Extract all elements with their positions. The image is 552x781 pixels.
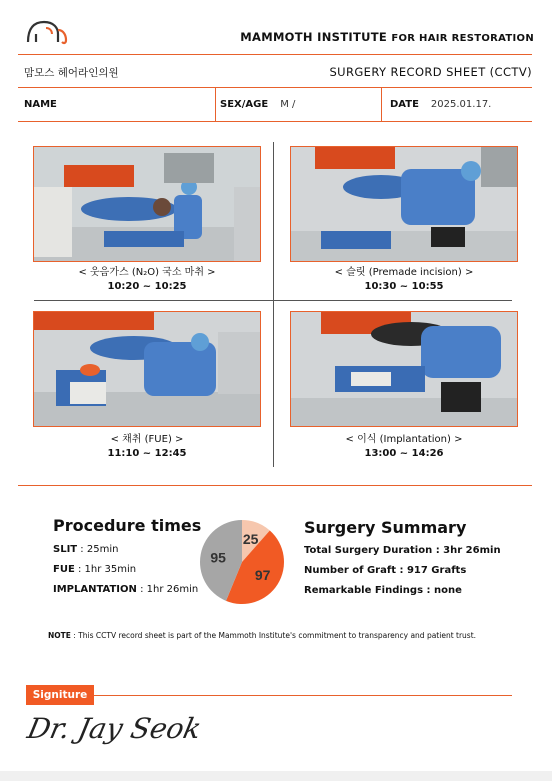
institute-name (240, 30, 534, 44)
pie-chart-svg (198, 518, 286, 606)
signature-tab: Signiture (26, 685, 94, 705)
photo-caption-time: 11:10 ~ 12:45 (107, 448, 187, 459)
photo-caption-title: < 채취 (FUE) > (110, 434, 184, 445)
procedure-item (53, 540, 198, 560)
photo-caption-title: < 이식 (Implantation) > (345, 434, 463, 445)
surgery-summary-list (304, 541, 501, 601)
elephant-logo-icon (24, 14, 76, 46)
signature-line (94, 695, 512, 696)
procedure-item-value: : 1hr 35min (74, 564, 137, 575)
doctor-signature: Dr. Jay Seok (24, 712, 205, 745)
cctv-photo-slit (290, 146, 518, 262)
pie-slice-label: 95 (210, 549, 226, 566)
photo-caption (284, 266, 524, 294)
note-label: NOTE (48, 631, 71, 640)
procedure-item-label: IMPLANTATION (53, 584, 137, 595)
date-cell (390, 88, 530, 121)
procedure-pie-chart (198, 518, 286, 606)
cctv-photo-implantation (290, 311, 518, 427)
summary-line: Number of Graft : 917 Grafts (304, 565, 467, 576)
clinic-name: 맘모스 헤어라인의원 (24, 67, 119, 79)
sexage-value: M / (280, 99, 296, 110)
photo-caption-title: < 슬릿 (Premade incision) > (334, 267, 474, 278)
cctv-photo-fue (33, 311, 261, 427)
photo-caption-time: 10:20 ~ 10:25 (107, 281, 187, 292)
footer-note (48, 631, 476, 640)
sexage-cell (220, 88, 380, 121)
patient-info-row (18, 87, 532, 122)
procedure-item-label: SLIT (53, 544, 78, 555)
photo-caption (27, 433, 267, 461)
photo-caption-time: 10:30 ~ 10:55 (364, 281, 444, 292)
info-divider (215, 88, 216, 121)
surgery-summary-title: Surgery Summary (304, 518, 467, 537)
photo-caption (284, 433, 524, 461)
photo-grid-vertical-divider (273, 142, 274, 467)
bottom-band (0, 771, 552, 781)
info-divider (381, 88, 382, 121)
procedure-times-title: Procedure times (53, 516, 202, 535)
procedure-times-list (53, 540, 198, 600)
institute-main: MAMMOTH INSTITUTE (240, 30, 388, 44)
section-divider (18, 485, 532, 486)
photo-caption (27, 266, 267, 294)
procedure-item-label: FUE (53, 564, 75, 575)
photo-caption-title: < 웃음가스 (N₂O) 국소 마취 > (78, 267, 216, 278)
photo-grid-horizontal-divider (34, 300, 512, 301)
date-value: 2025.01.17. (430, 99, 492, 110)
sexage-label: SEX/AGE (220, 99, 269, 110)
procedure-item (53, 580, 198, 600)
sheet-title: SURGERY RECORD SHEET (CCTV) (329, 65, 532, 79)
photo-caption-time: 13:00 ~ 14:26 (364, 448, 444, 459)
institute-sub: FOR HAIR RESTORATION (391, 33, 534, 44)
note-text: : This CCTV record sheet is part of the Mammoth Institute's commitment to transparency and patient trust. (70, 631, 477, 640)
procedure-item (53, 560, 198, 580)
name-cell (24, 88, 214, 121)
date-label: DATE (390, 99, 419, 110)
procedure-item-value: : 25min (77, 544, 119, 555)
header-divider (18, 54, 532, 55)
pie-slice-label: 97 (254, 566, 271, 583)
cctv-photo-anesthesia (33, 146, 261, 262)
pie-slice-label: 25 (242, 531, 259, 548)
summary-line: Total Surgery Duration : 3hr 26min (304, 545, 501, 556)
summary-line: Remarkable Findings : none (304, 585, 462, 596)
procedure-item-value: : 1hr 26min (136, 584, 199, 595)
name-label: NAME (24, 99, 57, 110)
